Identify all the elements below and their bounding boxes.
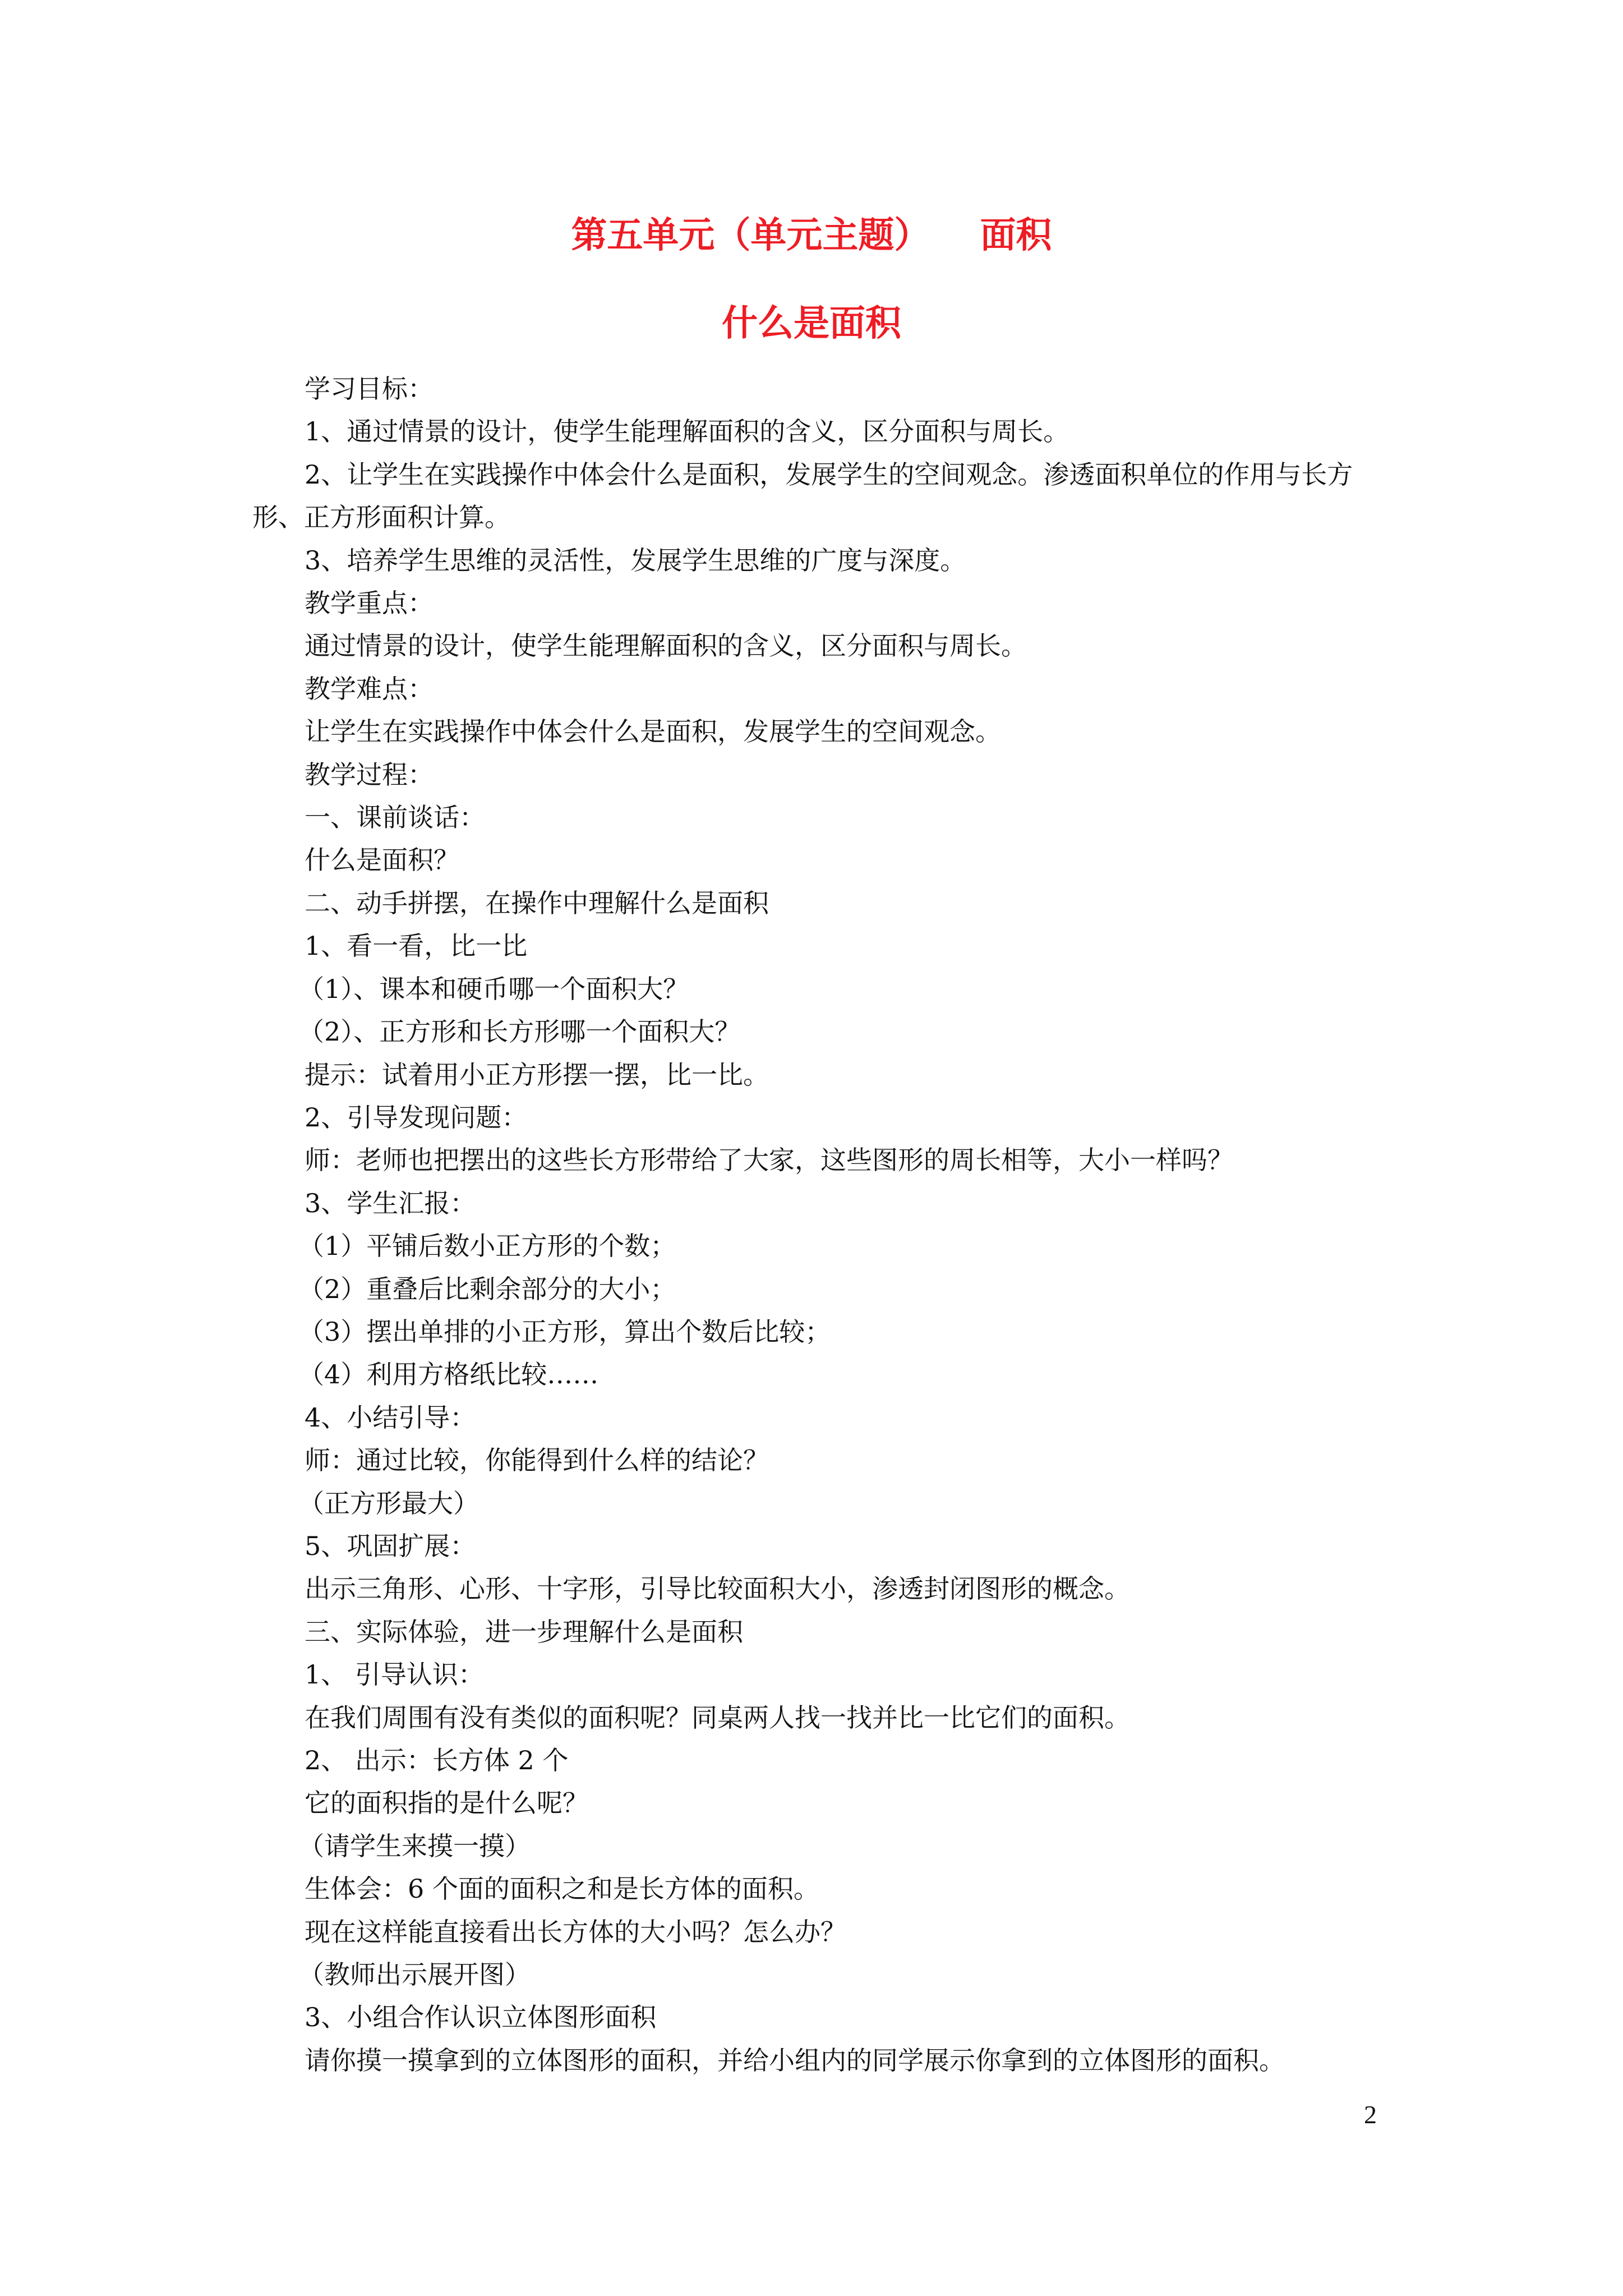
paragraph: 提示：试着用小正方形摆一摆，比一比。 — [305, 1059, 769, 1090]
unit-title: 第五单元（单元主题） 面积 — [571, 214, 1052, 256]
step-heading: 1、看一看，比一比 — [305, 931, 528, 961]
paragraph: 让学生在实践操作中体会什么是面积，发展学生的空间观念。 — [305, 716, 1001, 747]
list-item: （3）摆出单排的小正方形，算出个数后比较； — [298, 1316, 831, 1347]
lesson-body — [252, 367, 1391, 2082]
section-label-objectives: 学习目标： — [305, 374, 434, 404]
objective-item: 1、通过情景的设计，使学生能理解面积的含义，区分面积与周长。 — [305, 416, 1069, 447]
paragraph: 什么是面积？ — [305, 845, 459, 876]
paragraph: 师：通过比较，你能得到什么样的结论？ — [305, 1445, 769, 1476]
page-number: 2 — [1364, 2100, 1377, 2129]
section-label-difficulties: 教学难点： — [305, 673, 434, 704]
step-heading: 5、巩固扩展： — [305, 1530, 476, 1561]
paragraph: 它的面积指的是什么呢？ — [305, 1788, 588, 1819]
list-item: （1）、课本和硬币哪一个面积大？ — [298, 973, 689, 1004]
section-label-key-points: 教学重点： — [305, 588, 434, 619]
objective-item: 3、培养学生思维的灵活性，发展学生思维的广度与深度。 — [305, 545, 966, 576]
list-item: （2）重叠后比剩余部分的大小； — [298, 1273, 676, 1304]
step-heading: 2、引导发现问题： — [305, 1102, 528, 1133]
paragraph: 生体会：6 个面的面积之和是长方体的面积。 — [305, 1874, 819, 1904]
list-item: （2）、正方形和长方形哪一个面积大？ — [298, 1016, 741, 1047]
step-heading: 2、 出示：长方体 2 个 — [305, 1745, 569, 1775]
paragraph: 在我们周围有没有类似的面积呢？同桌两人找一找并比一比它们的面积。 — [305, 1702, 1130, 1733]
paragraph: （教师出示展开图） — [298, 1959, 531, 1990]
paragraph: 出示三角形、心形、十字形，引导比较面积大小，渗透封闭图形的概念。 — [305, 1573, 1130, 1604]
step-heading: 1、 引导认识： — [305, 1659, 484, 1690]
list-item: （1）平铺后数小正方形的个数； — [298, 1231, 676, 1262]
list-item: （4）利用方格纸比较…… — [298, 1359, 599, 1390]
paragraph: （请学生来摸一摸） — [298, 1830, 531, 1861]
lesson-title: 什么是面积 — [722, 302, 901, 344]
objective-item: 2、让学生在实践操作中体会什么是面积，发展学生的空间观念。渗透面积单位的作用与长方形、正方形面积计算。 — [252, 459, 1353, 533]
paragraph: 请你摸一摸拿到的立体图形的面积，并给小组内的同学展示你拿到的立体图形的面积。 — [305, 2045, 1285, 2076]
step-heading: 3、学生汇报： — [305, 1188, 476, 1218]
paragraph: 师：老师也把摆出的这些长方形带给了大家，这些图形的周长相等，大小一样吗？ — [305, 1145, 1233, 1176]
section-heading: 三、实际体验，进一步理解什么是面积 — [305, 1616, 743, 1647]
section-label-process: 教学过程： — [305, 759, 434, 790]
paragraph: 通过情景的设计，使学生能理解面积的含义，区分面积与周长。 — [305, 631, 1027, 661]
step-heading: 4、小结引导： — [305, 1402, 476, 1433]
step-heading: 3、小组合作认识立体图形面积 — [305, 2002, 657, 2033]
section-heading: 二、动手拼摆，在操作中理解什么是面积 — [305, 887, 769, 918]
paragraph: 现在这样能直接看出长方体的大小吗？怎么办？ — [305, 1916, 846, 1947]
paragraph: （正方形最大） — [298, 1488, 479, 1519]
section-heading: 一、课前谈话： — [305, 802, 485, 833]
